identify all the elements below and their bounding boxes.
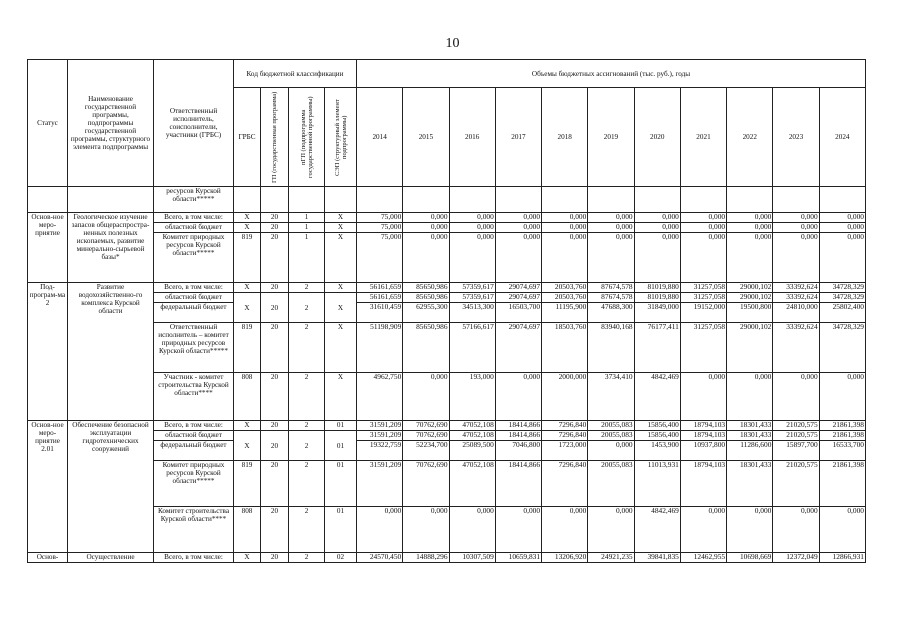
table-row [28,323,866,373]
cell-code-sep: 01 [325,431,357,461]
cell-name: Осуществление [68,553,154,563]
header-year: 2018 [542,88,588,187]
cell-code-gp: 20 [261,213,289,223]
cell-code-sep: 01 [325,421,357,431]
cell-value: 1453,900 [634,441,680,461]
cell-code-grbs: 808 [234,373,261,421]
cell-value: 18414,866 [495,431,541,441]
cell-value: 0,000 [542,223,588,233]
cell-value [819,187,865,213]
cell-executor: Комитет природных ресурсов Курской области***** [154,461,234,507]
cell-value: 0,000 [495,223,541,233]
cell-value: 14888,296 [403,553,449,563]
cell-value: 31257,058 [680,323,726,373]
cell-code-gp: 20 [261,293,289,323]
cell-executor: Ответственный исполнитель – комитет природных ресурсов Курской области***** [154,323,234,373]
cell-value: 0,000 [727,223,773,233]
cell-value: 0,000 [403,507,449,553]
cell-value: 81019,880 [634,283,680,293]
cell-value: 193,000 [449,373,495,421]
cell-executor: федеральный бюджет [154,303,234,323]
cell-code-gp: 20 [261,461,289,507]
header-year: 2019 [588,88,634,187]
cell-value: 24570,450 [357,553,403,563]
cell-value: 15856,400 [634,421,680,431]
cell-executor: областной бюджет [154,223,234,233]
cell-value: 21020,575 [773,461,819,507]
cell-value: 34728,329 [819,323,865,373]
cell-code-gp: 20 [261,553,289,563]
header-year: 2023 [773,88,819,187]
table-row [28,187,866,213]
cell-value: 34513,300 [449,303,495,323]
cell-value: 4962,750 [357,373,403,421]
header-year: 2016 [449,88,495,187]
cell-value: 75,000 [357,233,403,283]
cell-code-pgp: 2 [289,373,325,421]
cell-value: 29074,697 [495,283,541,293]
table-row [28,421,866,431]
cell-value: 75,000 [357,213,403,223]
cell-value: 0,000 [403,233,449,283]
cell-code-grbs: X [234,421,261,431]
header-year: 2017 [495,88,541,187]
cell-value: 47052,108 [449,461,495,507]
cell-value: 13206,920 [542,553,588,563]
cell-code-pgp: 2 [289,421,325,431]
cell-value: 31257,058 [680,283,726,293]
header-status: Статус [28,60,68,187]
cell-value: 33392,624 [773,323,819,373]
cell-value: 10659,831 [495,553,541,563]
cell-name: Геологическое изучение запасов общераспростра-ненных полезных ископаемых, развитие минерально-сырьевой базы* [68,213,154,283]
cell-value: 70762,690 [403,421,449,431]
cell-value: 11013,931 [634,461,680,507]
header-sep [325,88,357,187]
table-row [28,233,866,283]
cell-value: 18301,433 [727,431,773,441]
cell-code-grbs: X [234,223,261,233]
cell-code-sep: X [325,233,357,283]
cell-value: 0,000 [403,213,449,223]
cell-code-pgp: 2 [289,461,325,507]
cell-value: 83940,168 [588,323,634,373]
cell-value: 0,000 [727,213,773,223]
cell-value: 11286,600 [727,441,773,461]
header-grbs: ГРБС [234,88,261,187]
cell-value: 39841,835 [634,553,680,563]
cell-value: 0,000 [819,507,865,553]
cell-value: 0,000 [542,233,588,283]
cell-value: 57359,617 [449,293,495,303]
cell-value: 76177,411 [634,323,680,373]
cell-code-sep: 01 [325,507,357,553]
cell-value: 0,000 [819,233,865,283]
cell-value: 0,000 [495,373,541,421]
header-sep-label: СЭП (структурный элемент подпрограммы) [333,98,348,176]
table-row [28,553,866,563]
cell-value: 31610,459 [357,303,403,323]
cell-value: 85650,986 [403,293,449,303]
cell-code-pgp: 2 [289,507,325,553]
cell-value: 0,000 [357,507,403,553]
cell-value: 31257,058 [680,293,726,303]
table-row [28,507,866,553]
cell-value: 12462,955 [680,553,726,563]
cell-value: 18794,103 [680,461,726,507]
table-row [28,431,866,441]
cell-value: 0,000 [588,223,634,233]
cell-code-gp: 20 [261,283,289,293]
cell-value: 16533,700 [819,441,865,461]
cell-value: 7296,840 [542,431,588,441]
cell-value [357,187,403,213]
cell-value: 0,000 [588,441,634,461]
cell-value: 7046,800 [495,441,541,461]
cell-value: 10698,669 [727,553,773,563]
header-year: 2022 [727,88,773,187]
cell-code-pgp: 2 [289,553,325,563]
cell-value: 18503,760 [542,323,588,373]
cell-value: 0,000 [819,213,865,223]
cell-value: 0,000 [495,213,541,223]
cell-value [449,187,495,213]
cell-value [634,187,680,213]
cell-value: 21861,398 [819,431,865,441]
cell-value: 47688,300 [588,303,634,323]
cell-value: 18414,866 [495,421,541,431]
cell-value: 7296,840 [542,421,588,431]
cell-value [495,187,541,213]
cell-value: 29000,102 [727,283,773,293]
table-row [28,213,866,223]
cell-value: 25089,500 [449,441,495,461]
cell-value: 0,000 [588,233,634,283]
cell-value: 18794,103 [680,431,726,441]
cell-value: 0,000 [634,233,680,283]
header-year: 2015 [403,88,449,187]
cell-value: 0,000 [773,507,819,553]
cell-value: 0,000 [727,373,773,421]
cell-executor: Всего, в том числе: [154,283,234,293]
cell-value: 20503,760 [542,293,588,303]
cell-value: 51198,909 [357,323,403,373]
cell-value: 29000,102 [727,293,773,303]
cell-value: 0,000 [403,223,449,233]
cell-code-sep: X [325,283,357,293]
cell-code-grbs: 819 [234,323,261,373]
cell-code-grbs: X [234,293,261,323]
cell-name [68,187,154,213]
table-row [28,223,866,233]
cell-value [727,187,773,213]
header-gp-label: ГП (государственная программа) [271,91,278,183]
cell-value: 4842,469 [634,507,680,553]
cell-value: 34728,329 [819,293,865,303]
cell-value: 19152,000 [680,303,726,323]
cell-value: 19322,759 [357,441,403,461]
cell-value: 21861,398 [819,461,865,507]
cell-executor: ресурсов Курской области***** [154,187,234,213]
cell-value: 29074,697 [495,293,541,303]
cell-value: 87674,578 [588,283,634,293]
cell-value [773,187,819,213]
cell-value: 25802,400 [819,303,865,323]
cell-value: 24921,235 [588,553,634,563]
cell-code-grbs: 819 [234,461,261,507]
cell-value: 87674,578 [588,293,634,303]
cell-code-pgp: 2 [289,293,325,323]
header-year: 2020 [634,88,680,187]
header-pgp [289,88,325,187]
cell-code-sep: X [325,373,357,421]
cell-value [403,187,449,213]
cell-value: 70762,690 [403,461,449,507]
cell-value: 75,000 [357,223,403,233]
cell-value: 29000,102 [727,323,773,373]
header-name: Наименование государственной программы, подпрограммы государственной программы, структурного элемента подпрограммы [68,60,154,187]
cell-value: 10937,800 [680,441,726,461]
cell-value: 18301,433 [727,421,773,431]
cell-code-grbs: 808 [234,507,261,553]
cell-status: Основ-ное меро-приятие 2.01 [28,421,68,553]
table-row [28,373,866,421]
cell-value: 15897,700 [773,441,819,461]
cell-value: 0,000 [449,223,495,233]
cell-value: 16503,700 [495,303,541,323]
cell-value: 0,000 [495,233,541,283]
cell-code-sep [325,187,357,213]
cell-value: 20055,083 [588,421,634,431]
cell-value: 19500,800 [727,303,773,323]
cell-value: 56161,659 [357,283,403,293]
cell-code-pgp: 2 [289,431,325,461]
cell-code-pgp: 1 [289,223,325,233]
cell-value: 56161,659 [357,293,403,303]
cell-code-grbs [234,187,261,213]
cell-code-grbs: X [234,431,261,461]
cell-code-gp: 20 [261,431,289,461]
cell-value: 11195,900 [542,303,588,323]
cell-code-gp: 20 [261,421,289,431]
page-number: 10 [445,36,460,51]
cell-value: 15856,400 [634,431,680,441]
cell-value: 21020,575 [773,421,819,431]
cell-value: 47052,108 [449,431,495,441]
budget-table [27,59,866,563]
cell-value: 0,000 [449,507,495,553]
cell-value: 31591,209 [357,431,403,441]
cell-value: 0,000 [680,213,726,223]
cell-status: Основ-ное меро-приятие [28,213,68,283]
cell-code-gp [261,187,289,213]
cell-value: 24810,000 [773,303,819,323]
cell-code-sep: 02 [325,553,357,563]
cell-value: 0,000 [773,213,819,223]
header-executor: Ответственный исполнитель, соисполнители, участники (ГРБС) [154,60,234,187]
cell-value: 70762,690 [403,431,449,441]
cell-code-gp: 20 [261,233,289,283]
cell-value: 34728,329 [819,283,865,293]
cell-value: 18414,866 [495,461,541,507]
cell-name: Развитие водохозяйственно-го комплекса Курской области [68,283,154,421]
cell-value: 31591,209 [357,421,403,431]
cell-executor: Всего, в том числе: [154,553,234,563]
cell-executor: Всего, в том числе: [154,421,234,431]
cell-code-sep: X [325,223,357,233]
cell-value: 0,000 [727,233,773,283]
header-year: 2024 [819,88,865,187]
table-row [28,303,866,323]
cell-value: 0,000 [495,507,541,553]
cell-value: 29074,697 [495,323,541,373]
cell-value: 57166,617 [449,323,495,373]
cell-value: 0,000 [680,373,726,421]
header-gp [261,88,289,187]
cell-code-grbs: 819 [234,233,261,283]
cell-value: 81019,880 [634,293,680,303]
cell-executor: областной бюджет [154,293,234,303]
table-row [28,283,866,293]
table-row [28,293,866,303]
cell-code-gp: 20 [261,223,289,233]
cell-value: 21020,575 [773,431,819,441]
cell-value: 0,000 [680,233,726,283]
cell-value: 0,000 [727,507,773,553]
cell-value: 52234,700 [403,441,449,461]
cell-value: 0,000 [634,223,680,233]
cell-status: Основ- [28,553,68,563]
cell-executor: Комитет строительства Курской области**** [154,507,234,553]
cell-executor: областной бюджет [154,431,234,441]
cell-code-sep: 01 [325,461,357,507]
cell-value: 85650,986 [403,323,449,373]
cell-value: 0,000 [542,213,588,223]
cell-value: 18794,103 [680,421,726,431]
cell-value: 0,000 [634,213,680,223]
cell-code-grbs: X [234,283,261,293]
cell-value: 0,000 [588,507,634,553]
cell-value: 0,000 [819,223,865,233]
cell-status [28,187,68,213]
cell-code-pgp [289,187,325,213]
cell-value: 2000,000 [542,373,588,421]
cell-value: 0,000 [773,223,819,233]
cell-code-gp: 20 [261,323,289,373]
cell-value: 0,000 [680,507,726,553]
cell-value: 20503,760 [542,283,588,293]
cell-code-sep: X [325,293,357,323]
cell-executor: федеральный бюджет [154,441,234,461]
cell-value: 0,000 [588,213,634,223]
table-row [28,461,866,507]
cell-value: 0,000 [403,373,449,421]
cell-value: 47052,108 [449,421,495,431]
cell-value: 0,000 [542,507,588,553]
cell-code-grbs: X [234,213,261,223]
header-year: 2021 [680,88,726,187]
cell-value: 10307,509 [449,553,495,563]
cell-value: 33392,624 [773,293,819,303]
cell-value: 4842,469 [634,373,680,421]
cell-value: 33392,624 [773,283,819,293]
cell-value: 31591,209 [357,461,403,507]
cell-code-pgp: 2 [289,323,325,373]
cell-value: 7296,840 [542,461,588,507]
cell-value: 12866,931 [819,553,865,563]
header-volume-group: Объемы бюджетных ассигнований (тыс. руб.), годы [357,60,866,88]
cell-value: 21861,398 [819,421,865,431]
cell-value: 0,000 [449,233,495,283]
cell-code-pgp: 1 [289,233,325,283]
cell-value: 62955,300 [403,303,449,323]
cell-value: 0,000 [819,373,865,421]
cell-code-sep: X [325,213,357,223]
cell-value: 12372,049 [773,553,819,563]
cell-code-pgp: 2 [289,283,325,293]
cell-value: 85650,986 [403,283,449,293]
header-code-group: Код бюджетной классификации [234,60,357,88]
cell-value: 0,000 [773,373,819,421]
cell-value: 18301,433 [727,461,773,507]
cell-executor: Участник - комитет строительства Курской области**** [154,373,234,421]
cell-value: 0,000 [449,213,495,223]
cell-value: 3734,410 [588,373,634,421]
cell-value: 0,000 [680,223,726,233]
cell-code-sep: X [325,323,357,373]
cell-value: 20055,083 [588,431,634,441]
cell-code-pgp: 1 [289,213,325,223]
header-year: 2014 [357,88,403,187]
cell-value: 1723,000 [542,441,588,461]
header-pgp-label: пГП (подпрограмма государственной программы) [299,96,314,178]
cell-value: 20055,083 [588,461,634,507]
cell-code-grbs: X [234,553,261,563]
cell-value [588,187,634,213]
cell-executor: Комитет природных ресурсов Курской области***** [154,233,234,283]
cell-status: Под-програм-ма 2 [28,283,68,421]
cell-value: 31849,000 [634,303,680,323]
cell-value: 0,000 [773,233,819,283]
cell-code-gp: 20 [261,373,289,421]
table-row [28,441,866,461]
cell-executor: Всего, в том числе: [154,213,234,223]
cell-name: Обеспечение безопасной эксплуатации гидротехнических сооружений [68,421,154,553]
cell-value [680,187,726,213]
cell-code-gp: 20 [261,507,289,553]
cell-value: 57359,617 [449,283,495,293]
cell-value [542,187,588,213]
